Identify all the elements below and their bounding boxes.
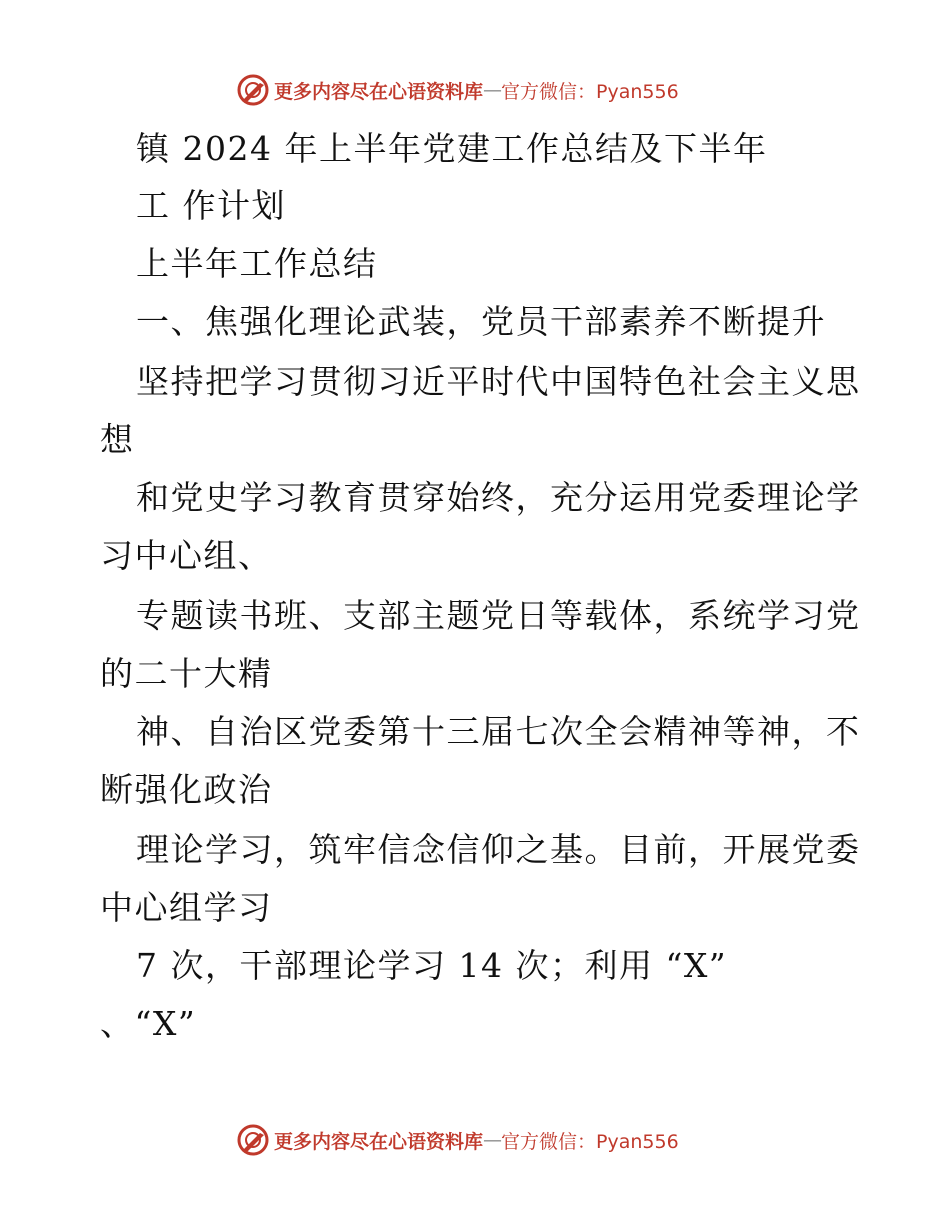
subsection-heading: 一、焦强化理论武装，党员干部素养不断提升 [136, 302, 826, 341]
pen-logo-icon [236, 73, 270, 107]
watermark-wechat-text: 官方微信：Pyan556 [501, 80, 679, 103]
paragraph-line: 中心组学习 [100, 888, 273, 927]
paragraph-line: 和党史学习教育贯穿始终，充分运用党委理论学 [136, 478, 861, 517]
footer-watermark [236, 1122, 679, 1158]
paragraph-line: 专题读书班、支部主题党日等载体，系统学习党 [136, 596, 861, 635]
pen-logo-icon [236, 1123, 270, 1157]
watermark-main-text: 更多内容尽在心语资料库 [274, 1130, 484, 1153]
title-line-2: 工 作计划 [136, 186, 286, 225]
header-watermark [236, 72, 679, 108]
paragraph-line: 断强化政治 [100, 770, 273, 809]
paragraph-line: 7 次，干部理论学习 14 次；利用 “X” [136, 946, 728, 985]
paragraph-line: 理论学习，筑牢信念信仰之基。目前，开展党委 [136, 830, 861, 869]
paragraph-line: 的二十大精 [100, 654, 273, 693]
section-heading: 上半年工作总结 [136, 244, 378, 283]
title-line-1: 镇 2024 年上半年党建工作总结及下半年 [136, 129, 768, 168]
paragraph-line: 神、自治区党委第十三届七次全会精神等神，不 [136, 712, 861, 751]
paragraph-line: 习中心组、 [100, 536, 273, 575]
watermark-main-text: 更多内容尽在心语资料库 [274, 80, 484, 103]
paragraph-line: 想 [100, 420, 135, 459]
paragraph-line: 、“X” [100, 1004, 197, 1043]
watermark-dash: — [483, 1129, 502, 1151]
watermark-wechat-text: 官方微信：Pyan556 [501, 1130, 679, 1153]
paragraph-line: 坚持把学习贯彻习近平时代中国特色社会主义思 [136, 362, 861, 401]
watermark-dash: — [483, 79, 502, 101]
